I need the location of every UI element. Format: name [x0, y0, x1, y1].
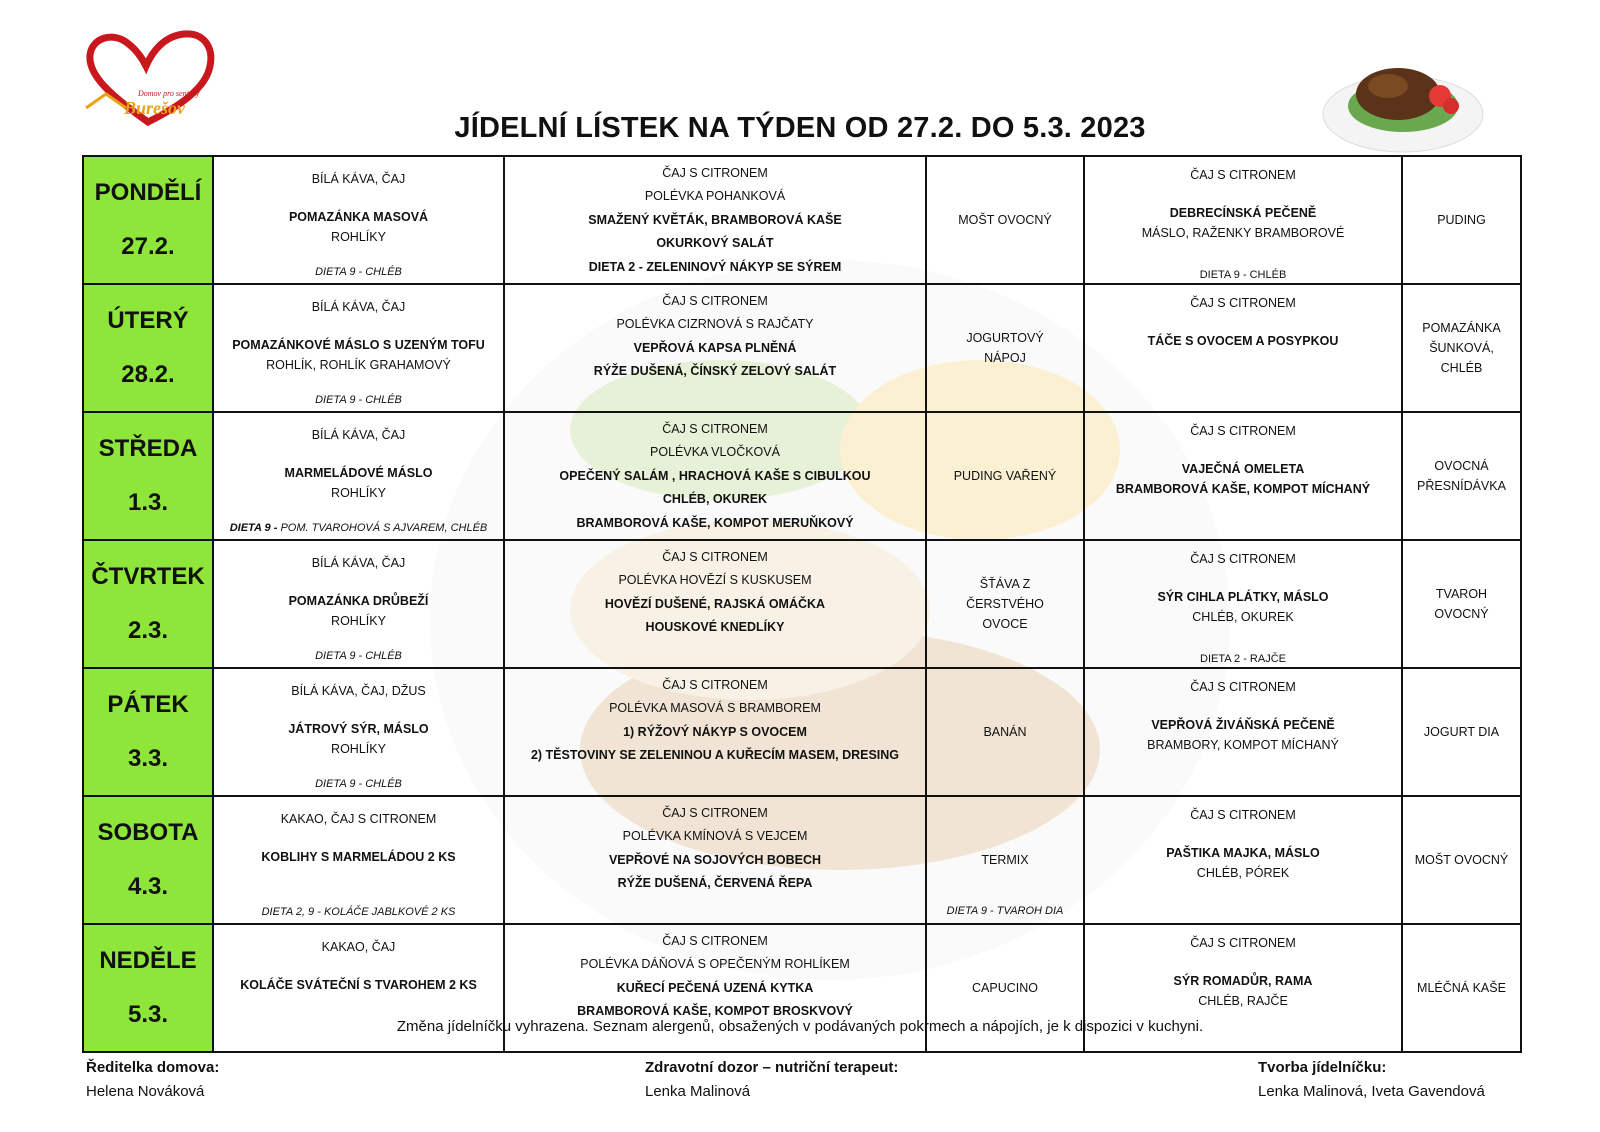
second-dinner-content — [1403, 545, 1520, 663]
dinner-drink: ČAJ S CITRONEM — [1190, 168, 1296, 182]
spacer — [1085, 953, 1401, 965]
day-date: 1.3. — [127, 489, 169, 516]
day-cell — [83, 412, 213, 540]
snack-cell — [926, 796, 1084, 924]
day-row — [83, 540, 1521, 668]
snack-item: TERMIX — [981, 853, 1029, 867]
signature-title: Zdravotní dozor – nutriční terapeut: — [645, 1059, 899, 1076]
second-dinner-center — [1403, 417, 1520, 535]
lunch-item: ČAJ S CITRONEM — [662, 421, 768, 436]
second-dinner-item: OVOCNÁ PŘESNÍDÁVKA — [1417, 459, 1506, 493]
snack-center — [927, 161, 1083, 279]
dinner-content — [1085, 293, 1401, 411]
second-dinner-center — [1403, 289, 1520, 407]
snack-center — [927, 673, 1083, 791]
dinner-main: PAŠTIKA MAJKA, MÁSLO — [1166, 846, 1320, 860]
breakfast-side: ROHLÍKY — [331, 486, 386, 500]
dinner-main: VAJEČNÁ OMELETA — [1181, 462, 1305, 476]
snack-item: CAPUCINO — [972, 981, 1038, 995]
signature-title: Ředitelka domova: — [86, 1059, 220, 1076]
lunch-item: RÝŽE DUŠENÁ, ČERVENÁ ŘEPA — [617, 876, 813, 890]
logo-subtitle: Domov pro seniory — [138, 89, 200, 98]
dinner-cell — [1084, 412, 1402, 540]
dinner-content — [1085, 805, 1401, 923]
signature-title: Tvorba jídelníčku: — [1258, 1059, 1387, 1076]
signature-nutritionist — [645, 1056, 898, 1104]
snack-center — [927, 801, 1083, 919]
spacer — [1085, 825, 1401, 837]
lunch-item: POLÉVKA CIZRNOVÁ S RAJČATY — [616, 317, 814, 331]
lunch-item: 1) RÝŽOVÝ NÁKYP S OVOCEM — [623, 724, 807, 739]
dinner-content — [1085, 165, 1401, 283]
breakfast-drink: KAKAO, ČAJ S CITRONEM — [280, 812, 437, 826]
dinner-main: DEBRECÍNSKÁ PEČENĚ — [1169, 206, 1317, 220]
snack-content — [927, 417, 1083, 535]
day-date: 4.3. — [127, 873, 169, 900]
spacer — [1085, 569, 1401, 581]
diet-text: DIETA 2, 9 - KOLÁČE JABLKOVÉ 2 KS — [261, 906, 456, 918]
diet-text: DIETA 9 - CHLÉB — [315, 650, 402, 662]
dinner-side: BRAMBORY, KOMPOT MÍCHANÝ — [1147, 738, 1339, 752]
snack-center — [927, 289, 1083, 407]
second-dinner-content — [1403, 417, 1520, 535]
dinner-content — [1085, 421, 1401, 539]
dinner-drink: ČAJ S CITRONEM — [1190, 552, 1296, 566]
snack-item: ŠŤÁVA Z ČERSTVÉHO OVOCE — [966, 577, 1044, 631]
spacer — [1085, 697, 1401, 709]
second-dinner-content — [1403, 289, 1520, 407]
dinner-cell — [1084, 540, 1402, 668]
lunch-content — [505, 801, 925, 920]
dinner-main: SÝR CIHLA PLÁTKY, MÁSLO — [1157, 590, 1329, 604]
signature-director — [86, 1056, 219, 1104]
lunch-item: POLÉVKA HOVĚZÍ S KUSKUSEM — [618, 573, 812, 587]
spacer — [214, 317, 503, 329]
lunch-cell — [504, 284, 926, 412]
lunch-item: CHLÉB, OKUREK — [662, 492, 768, 506]
breakfast-main: KOBLIHY S MARMELÁDOU 2 KS — [261, 850, 456, 864]
second-dinner-item: MLÉČNÁ KAŠE — [1417, 981, 1506, 995]
diet-text: DIETA 9 - CHLÉB — [315, 778, 402, 790]
spacer — [214, 829, 503, 841]
lunch-item: ČAJ S CITRONEM — [662, 165, 768, 180]
lunch-item: ČAJ S CITRONEM — [662, 293, 768, 308]
second-dinner-center — [1403, 801, 1520, 919]
spacer — [214, 189, 503, 201]
snack-content — [927, 161, 1083, 279]
diet-label: DIETA 9 - — [229, 522, 281, 534]
breakfast-content — [214, 160, 503, 280]
breakfast-diet — [214, 521, 503, 535]
diet-text: DIETA 9 - CHLÉB — [315, 266, 402, 278]
dinner-diet: DIETA 2 - RAJČE — [1200, 653, 1286, 665]
second-dinner-cell — [1402, 284, 1521, 412]
dinner-main: TÁČE S OVOCEM A POSYPKOU — [1147, 334, 1339, 348]
lunch-item: HOUSKOVÉ KNEDLÍKY — [645, 620, 785, 634]
breakfast-content — [214, 288, 503, 408]
lunch-item: POLÉVKA DÁŇOVÁ S OPEČENÝM ROHLÍKEM — [580, 957, 850, 971]
lunch-item: HOVĚZÍ DUŠENÉ, RAJSKÁ OMÁČKA — [604, 596, 826, 611]
spacer — [1085, 441, 1401, 453]
day-date: 3.3. — [127, 745, 169, 772]
dinner-diet: DIETA 9 - CHLÉB — [1199, 269, 1287, 281]
lunch-content — [505, 289, 925, 408]
day-row — [83, 668, 1521, 796]
spacer — [1085, 313, 1401, 325]
day-row — [83, 284, 1521, 412]
day-name: PONDĚLÍ — [94, 179, 202, 206]
lunch-item: POLÉVKA KMÍNOVÁ S VEJCEM — [622, 829, 808, 843]
breakfast-main: POMAZÁNKA DRŮBEŽÍ — [288, 594, 429, 608]
dinner-side: CHLÉB, RAJČE — [1198, 994, 1288, 1008]
second-dinner-item: JOGURT DIA — [1423, 725, 1500, 739]
snack-content — [927, 673, 1083, 791]
breakfast-diet — [214, 649, 503, 663]
second-dinner-cell — [1402, 156, 1521, 284]
lunch-cell — [504, 156, 926, 284]
snack-cell — [926, 284, 1084, 412]
dinner-content — [1085, 549, 1401, 667]
dinner-side: MÁSLO, RAŽENKY BRAMBOROVÉ — [1141, 226, 1345, 240]
signature-menu-author — [1258, 1056, 1485, 1104]
second-dinner-content — [1403, 673, 1520, 791]
snack-item: PUDING VAŘENÝ — [953, 469, 1057, 483]
breakfast-side: ROHLÍKY — [331, 614, 386, 628]
breakfast-content — [214, 416, 503, 536]
second-dinner-item: TVAROH OVOCNÝ — [1434, 587, 1489, 621]
dinner-drink: ČAJ S CITRONEM — [1190, 680, 1296, 694]
breakfast-cell — [213, 156, 504, 284]
day-row — [83, 156, 1521, 284]
lunch-item: POLÉVKA MASOVÁ S BRAMBOREM — [609, 701, 821, 715]
lunch-content — [505, 673, 925, 792]
dinner-drink: ČAJ S CITRONEM — [1190, 936, 1296, 950]
second-dinner-item: POMAZÁNKA ŠUNKOVÁ, CHLÉB — [1422, 321, 1501, 375]
day-cell — [83, 284, 213, 412]
lunch-content — [505, 161, 925, 280]
page-title: JÍDELNÍ LÍSTEK NA TÝDEN OD 27.2. DO 5.3. 2023 — [454, 112, 1146, 144]
dinner-drink: ČAJ S CITRONEM — [1190, 424, 1296, 438]
breakfast-diet — [214, 777, 503, 791]
second-dinner-cell — [1402, 796, 1521, 924]
breakfast-cell — [213, 668, 504, 796]
breakfast-side: ROHLÍK, ROHLÍK GRAHAMOVÝ — [266, 358, 451, 372]
breakfast-drink: BÍLÁ KÁVA, ČAJ — [311, 300, 406, 314]
lunch-content — [505, 545, 925, 664]
lunch-item: KUŘECÍ PEČENÁ UZENÁ KYTKA — [616, 980, 814, 995]
day-name: STŘEDA — [98, 435, 198, 462]
second-dinner-item: MOŠT OVOCNÝ — [1414, 853, 1509, 867]
second-dinner-cell — [1402, 668, 1521, 796]
day-cell — [83, 668, 213, 796]
lunch-item: POLÉVKA VLOČKOVÁ — [650, 445, 780, 459]
logo-name: Burešov — [124, 98, 186, 118]
lunch-item: SMAŽENÝ KVĚTÁK, BRAMBOROVÁ KAŠE — [588, 212, 842, 227]
lunch-cell — [504, 796, 926, 924]
breakfast-main: JÁTROVÝ SÝR, MÁSLO — [288, 722, 429, 736]
signature-name: Lenka Malinová — [645, 1083, 751, 1100]
dinner-cell — [1084, 796, 1402, 924]
day-date: 28.2. — [121, 361, 175, 388]
spacer — [1085, 185, 1401, 197]
snack-cell — [926, 156, 1084, 284]
lunch-item: BRAMBOROVÁ KAŠE, KOMPOT MERUŇKOVÝ — [576, 515, 854, 530]
day-row — [83, 412, 1521, 540]
breakfast-content — [214, 544, 503, 664]
lunch-item: BRAMBOROVÁ KAŠE, KOMPOT BROSKVOVÝ — [577, 1004, 853, 1018]
snack-content — [927, 801, 1083, 919]
lunch-item: RÝŽE DUŠENÁ, ČÍNSKÝ ZELOVÝ SALÁT — [593, 364, 837, 378]
second-dinner-content — [1403, 161, 1520, 279]
snack-diet: DIETA 9 - TVAROH DIA — [946, 905, 1064, 917]
spacer — [214, 701, 503, 713]
lunch-content — [505, 417, 925, 536]
lunch-item: VEPŘOVÁ KAPSA PLNĚNÁ — [633, 340, 797, 355]
breakfast-cell — [213, 540, 504, 668]
day-name: ČTVRTEK — [91, 563, 205, 590]
breakfast-drink: BÍLÁ KÁVA, ČAJ, DŽUS — [291, 684, 426, 698]
lunch-item: ČAJ S CITRONEM — [662, 933, 768, 948]
day-cell — [83, 156, 213, 284]
weekly-menu-table — [82, 155, 1522, 1053]
dinner-main: VEPŘOVÁ ŽIVÁŇSKÁ PEČENĚ — [1151, 718, 1335, 732]
lunch-item: ČAJ S CITRONEM — [662, 549, 768, 564]
breakfast-side: ROHLÍKY — [331, 230, 386, 244]
spacer — [214, 445, 503, 457]
day-name: PÁTEK — [107, 691, 189, 718]
lunch-item: ČAJ S CITRONEM — [662, 805, 768, 820]
lunch-item: ČAJ S CITRONEM — [662, 677, 768, 692]
breakfast-drink: BÍLÁ KÁVA, ČAJ — [311, 428, 406, 442]
dinner-cell — [1084, 156, 1402, 284]
dinner-cell — [1084, 284, 1402, 412]
day-date: 5.3. — [127, 1001, 169, 1028]
lunch-cell — [504, 412, 926, 540]
second-dinner-cell — [1402, 412, 1521, 540]
signature-name: Lenka Malinová, Iveta Gavendová — [1258, 1083, 1485, 1100]
second-dinner-content — [1403, 801, 1520, 919]
dinner-drink: ČAJ S CITRONEM — [1190, 296, 1296, 310]
breakfast-diet — [214, 265, 503, 279]
lunch-item: DIETA 2 - ZELENINOVÝ NÁKYP SE SÝREM — [588, 259, 842, 274]
dinner-main: SÝR ROMADŮR, RAMA — [1173, 974, 1313, 988]
day-cell — [83, 796, 213, 924]
spacer — [214, 957, 503, 969]
breakfast-cell — [213, 284, 504, 412]
snack-center — [927, 545, 1083, 663]
second-dinner-cell — [1402, 540, 1521, 668]
breakfast-main: MARMELÁDOVÉ MÁSLO — [284, 466, 433, 480]
spacer — [214, 573, 503, 585]
snack-item: JOGURTOVÝ NÁPOJ — [966, 331, 1044, 365]
snack-item: MOŠT OVOCNÝ — [958, 213, 1052, 227]
dinner-drink: ČAJ S CITRONEM — [1190, 808, 1296, 822]
breakfast-drink: BÍLÁ KÁVA, ČAJ — [311, 556, 406, 570]
lunch-item: 2) TĚSTOVINY SE ZELENINOU A KUŘECÍM MASEM, DRESING — [530, 748, 900, 762]
diet-text: DIETA 9 - CHLÉB — [315, 394, 402, 406]
lunch-item: OPEČENÝ SALÁM , HRACHOVÁ KAŠE S CIBULKOU — [559, 468, 871, 483]
breakfast-drink: KAKAO, ČAJ — [321, 940, 396, 954]
breakfast-main: POMAZÁNKA MASOVÁ — [288, 210, 429, 224]
day-name: NEDĚLE — [99, 947, 197, 974]
breakfast-content — [214, 672, 503, 792]
dinner-content — [1085, 677, 1401, 795]
day-row — [83, 796, 1521, 924]
breakfast-main: KOLÁČE SVÁTEČNÍ S TVAROHEM 2 KS — [240, 978, 477, 992]
breakfast-content — [214, 800, 503, 920]
day-date: 2.3. — [127, 617, 169, 644]
snack-cell — [926, 412, 1084, 540]
dinner-side: CHLÉB, PÓREK — [1196, 866, 1290, 880]
breakfast-drink: BÍLÁ KÁVA, ČAJ — [311, 172, 406, 186]
day-name: SOBOTA — [97, 819, 199, 846]
diet-text: POM. TVAROHOVÁ S AJVAREM, CHLÉB — [280, 522, 488, 534]
lunch-item: OKURKOVÝ SALÁT — [656, 236, 774, 250]
breakfast-side: ROHLÍKY — [331, 742, 386, 756]
dinner-side: CHLÉB, OKUREK — [1192, 610, 1294, 624]
day-cell — [83, 540, 213, 668]
lunch-item: POLÉVKA POHANKOVÁ — [644, 189, 786, 203]
snack-cell — [926, 540, 1084, 668]
second-dinner-center — [1403, 545, 1520, 663]
disclaimer-note: Změna jídelníčku vyhrazena. Seznam alergenů, obsažených v podávaných pokrmech a nápojích, je k dispozici v kuchyni. — [396, 1018, 1204, 1035]
dinner-cell — [1084, 668, 1402, 796]
breakfast-main: POMAZÁNKOVÉ MÁSLO S UZENÝM TOFU — [232, 338, 485, 352]
second-dinner-item: PUDING — [1437, 213, 1486, 227]
breakfast-diet — [214, 905, 503, 919]
breakfast-cell — [213, 412, 504, 540]
lunch-cell — [504, 668, 926, 796]
second-dinner-center — [1403, 673, 1520, 791]
snack-content — [927, 545, 1083, 663]
snack-content — [927, 289, 1083, 407]
second-dinner-center — [1403, 161, 1520, 279]
signature-name: Helena Nováková — [86, 1083, 205, 1100]
snack-center — [927, 417, 1083, 535]
breakfast-diet — [214, 393, 503, 407]
dinner-main-2: BRAMBOROVÁ KAŠE, KOMPOT MÍCHANÝ — [1115, 482, 1371, 496]
lunch-cell — [504, 540, 926, 668]
day-date: 27.2. — [121, 233, 175, 260]
day-name: ÚTERÝ — [107, 307, 189, 334]
lunch-item: VEPŘOVÉ NA SOJOVÝCH BOBECH — [608, 852, 822, 867]
breakfast-cell — [213, 796, 504, 924]
snack-cell — [926, 668, 1084, 796]
snack-item: BANÁN — [983, 725, 1027, 739]
